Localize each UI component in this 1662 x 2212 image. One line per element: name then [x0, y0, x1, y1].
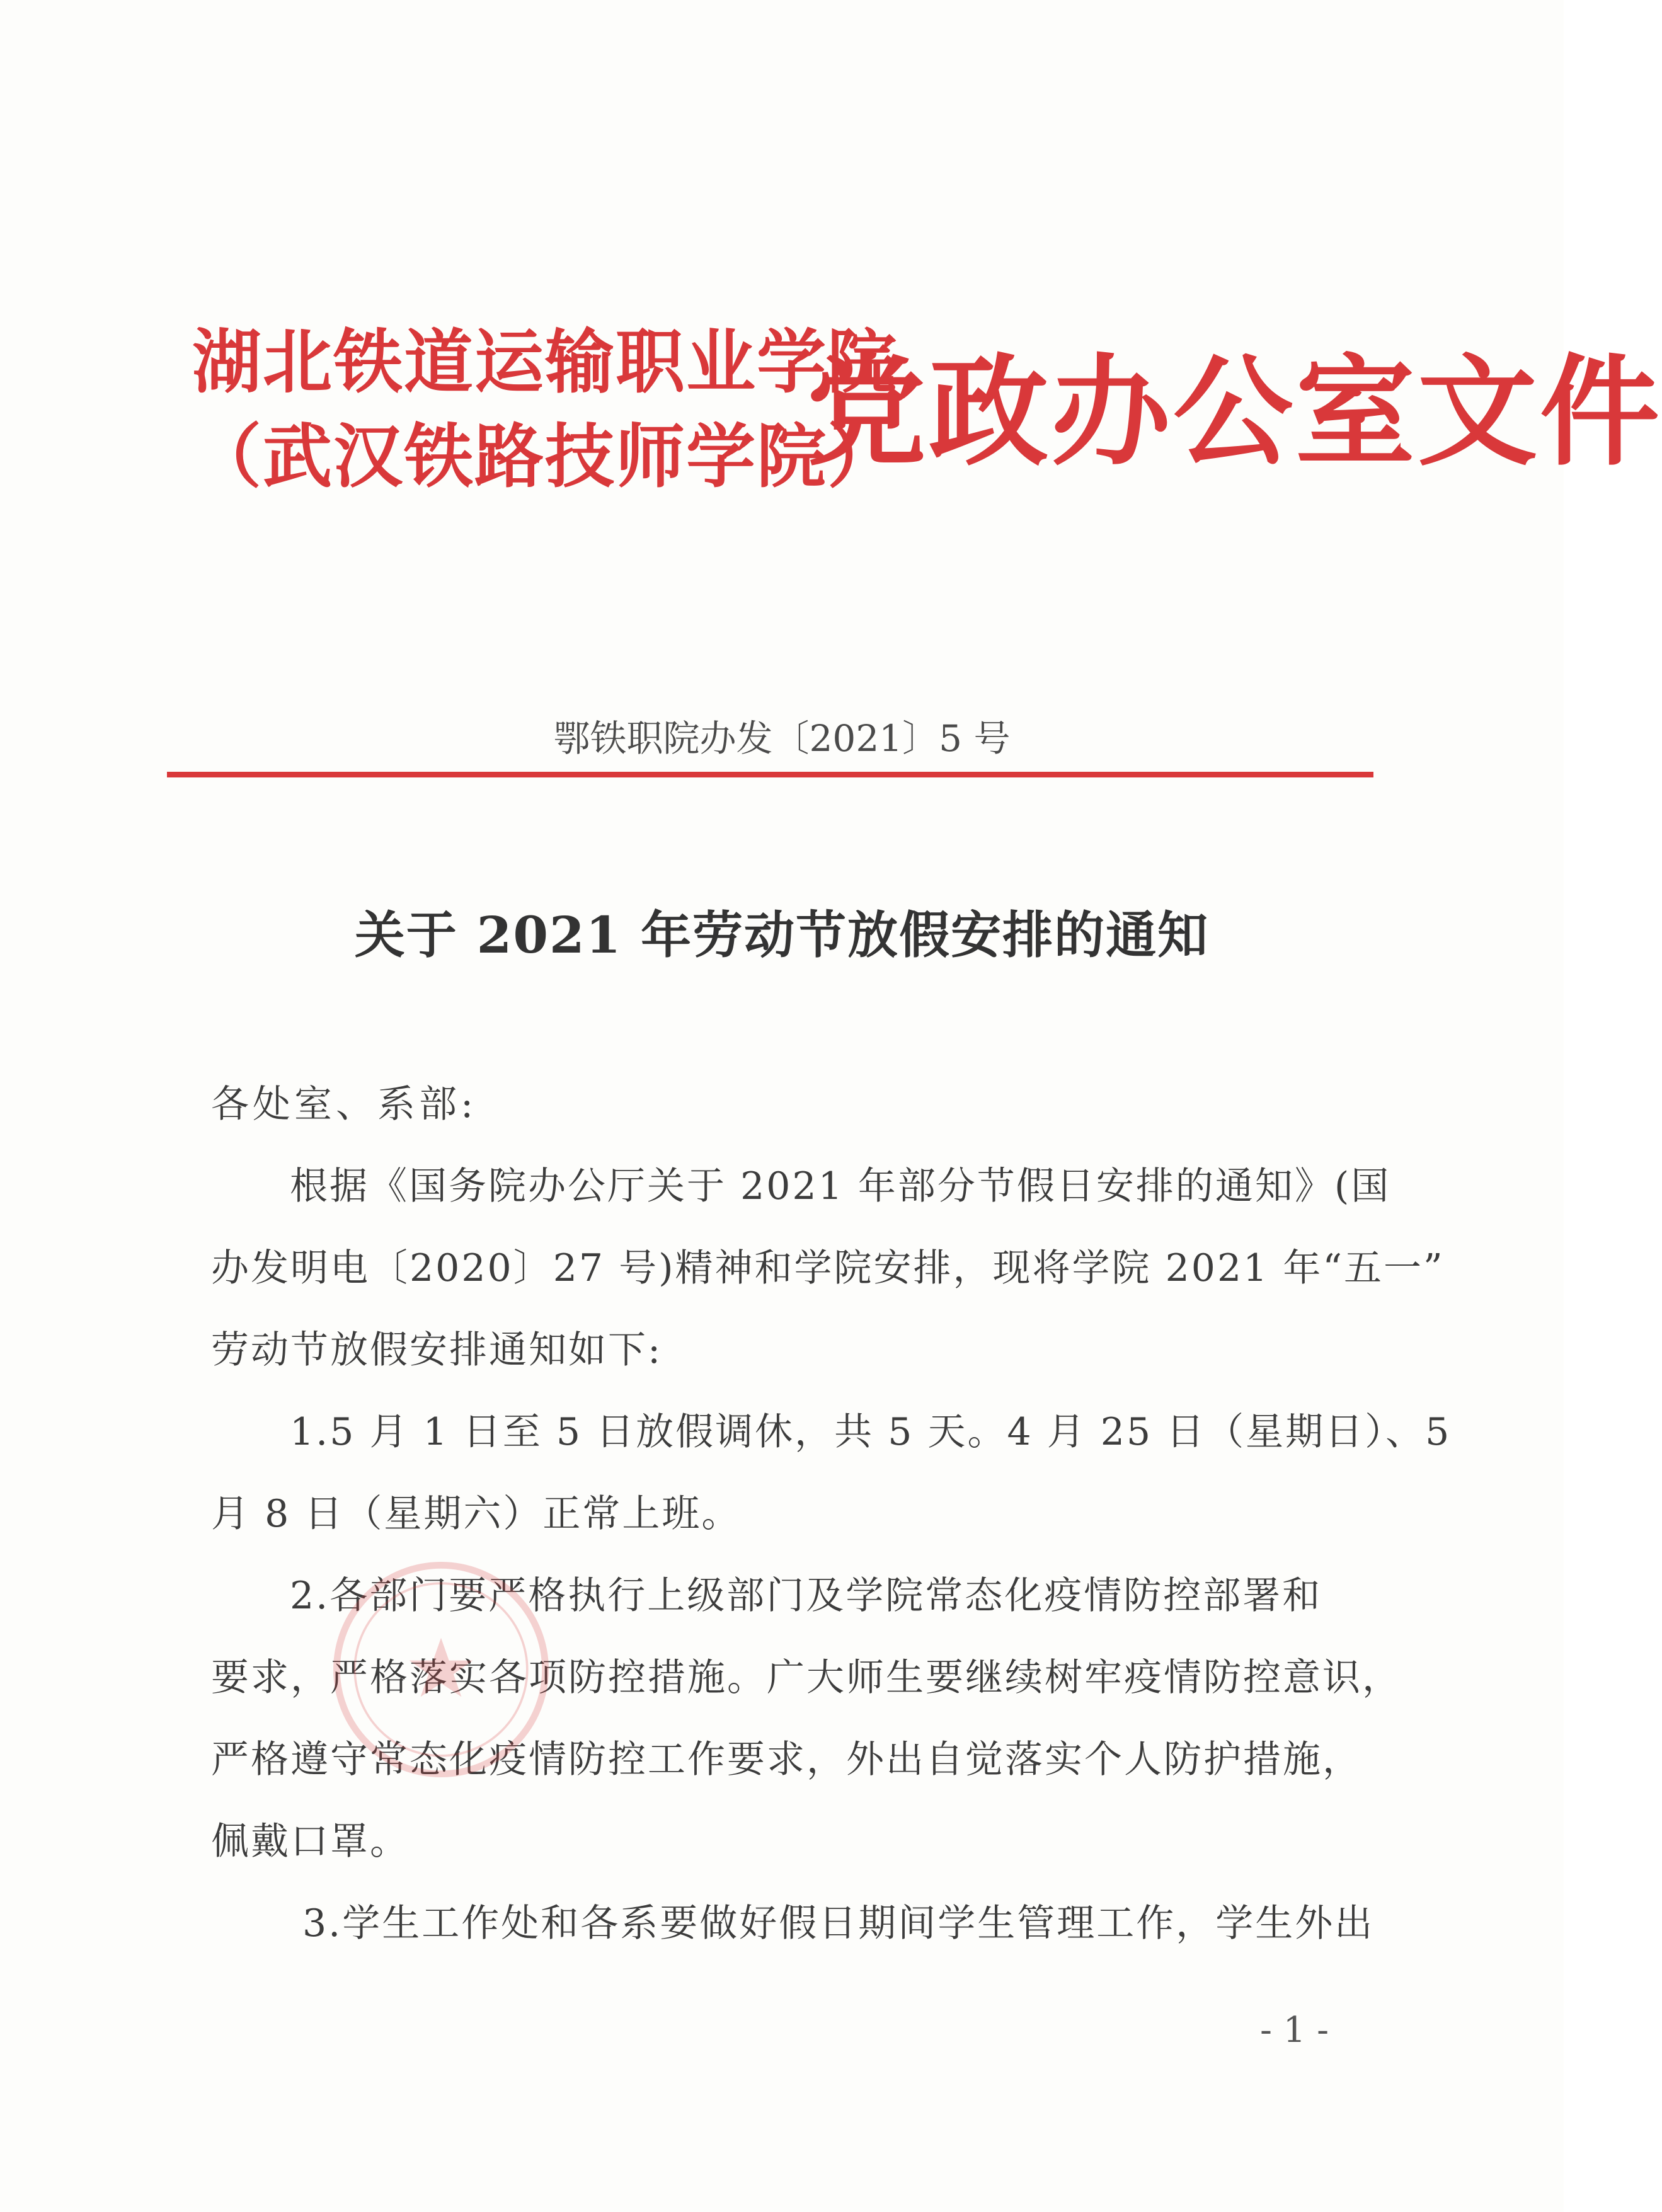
faint-seal-stamp	[328, 1556, 554, 1783]
body-line: 严格遵守常态化疫情防控工作要求，外出自觉落实个人防护措施，	[211, 1738, 1362, 1782]
body-line: 根据《国务院办公厅关于 2021 年部分节假日安排的通知》(国	[290, 1164, 1391, 1208]
body-line: 月 8 日（星期六）正常上班。	[211, 1492, 742, 1536]
masthead-office-title: 党政办公室文件	[806, 343, 1662, 482]
page-number: - 1 -	[1260, 2010, 1329, 2051]
body-line: 3.学生工作处和各系要做好假日期间学生管理工作，学生外出	[302, 1901, 1375, 1946]
masthead-org-line-2: （武汉铁路技师学院）	[192, 416, 898, 497]
salutation: 各处室、系部:	[211, 1082, 478, 1126]
masthead-organization	[192, 315, 898, 504]
body-line: 劳动节放假安排通知如下:	[211, 1328, 663, 1372]
body-line: 办发明电〔2020〕27 号)精神和学院安排，现将学院 2021 年“五一”	[211, 1246, 1445, 1290]
body-line: 要求，严格落实各项防控措施。广大师生要继续树牢疫情防控意识，	[211, 1656, 1402, 1700]
masthead-org-line-1: 湖北铁道运输职业学院	[192, 322, 898, 403]
body-line: 1.5 月 1 日至 5 日放假调休，共 5 天。4 月 25 日（星期日）、5	[290, 1410, 1452, 1454]
document-number: 鄂铁职院办发〔2021〕5 号	[553, 717, 1011, 760]
body-line: 2.各部门要严格执行上级部门及学院常态化疫情防控部署和	[290, 1574, 1322, 1618]
red-separator-line	[167, 772, 1373, 777]
document-title: 关于 2021 年劳动节放假安排的通知	[354, 905, 1210, 965]
body-line: 佩戴口罩。	[211, 1819, 410, 1864]
